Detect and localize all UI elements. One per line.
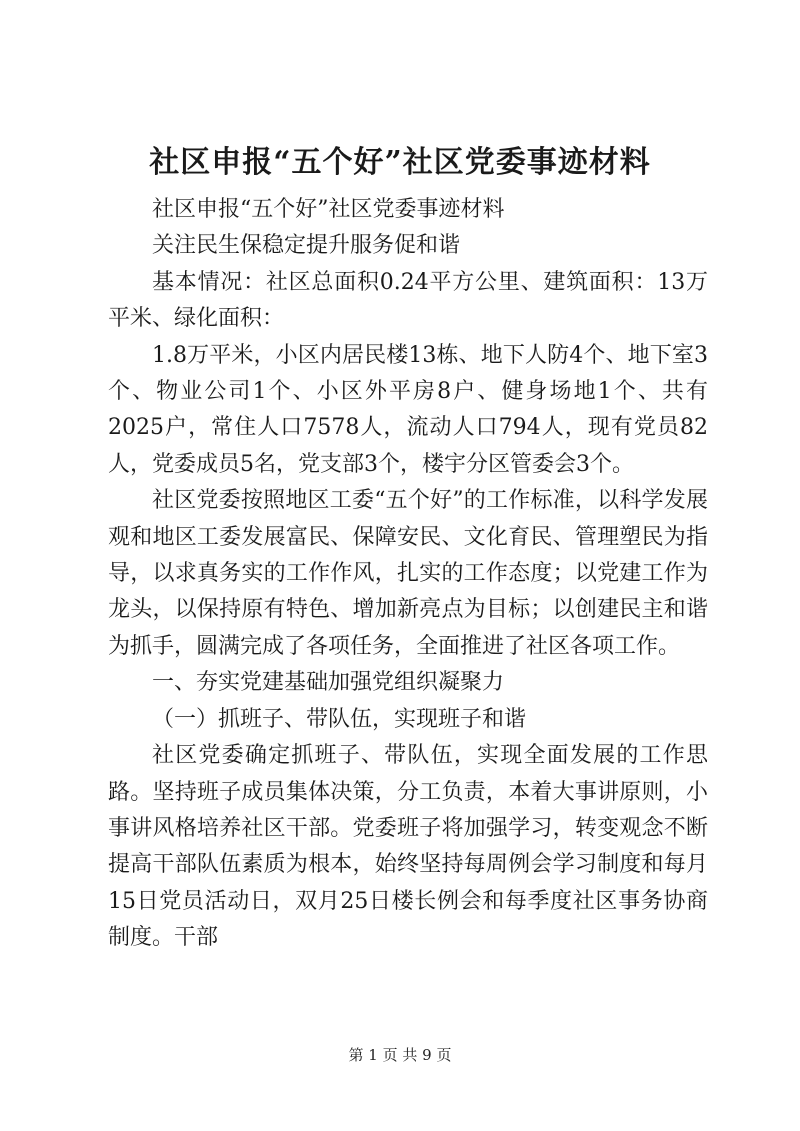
paragraph-statistics: 1.8万平米，小区内居民楼13栋、地下人防4个、地下室3个、物业公司1个、小区外平房8户、健身场地1个、共有2025户，常住人口7578人，流动人口794人，现有党员82人，党委成员5名，党支部3个，楼宇分区管委会3个。 <box>108 342 708 477</box>
page-number: 第 1 页 共 9 页 <box>348 1046 452 1064</box>
section-heading-1: 一、夯实党建基础加强党组织凝聚力 <box>152 670 505 696</box>
paragraph-theme: 关注民生保稳定提升服务促和谐 <box>152 233 461 259</box>
paragraph-subtitle: 社区申报“五个好”社区党委事迹材料 <box>152 197 505 222</box>
document-title: 社区申报“五个好”社区党委事迹材料 <box>149 145 651 180</box>
subsection-heading-1: （一）抓班子、带队伍，实现班子和谐 <box>152 706 527 732</box>
document-body <box>108 192 708 957</box>
paragraph-team-building: 社区党委确定抓班子、带队伍，实现全面发展的工作思路。坚持班子成员集体决策，分工负责，本着大事讲原则，小事讲风格培养社区干部。党委班子将加强学习，转变观念不断提高干部队伍素质为根本，始终坚持每周例会学习制度和每月15日党员活动日，双月25日楼长例会和每季度社区事务协商制度。干部 <box>108 743 708 951</box>
paragraph-work-standard: 社区党委按照地区工委“五个好”的工作标准，以科学发展观和地区工委发展富民、保障安民、文化育民、管理塑民为指导，以求真务实的工作作风，扎实的工作态度；以党建工作为龙头，以保持原有特色、增加新亮点为目标；以创建民主和谐为抓手，圆满完成了各项任务，全面推进了社区各项工作。 <box>108 488 708 659</box>
paragraph-basic-info: 基本情况：社区总面积0.24平方公里、建筑面积：13万平米、绿化面积： <box>108 269 708 332</box>
